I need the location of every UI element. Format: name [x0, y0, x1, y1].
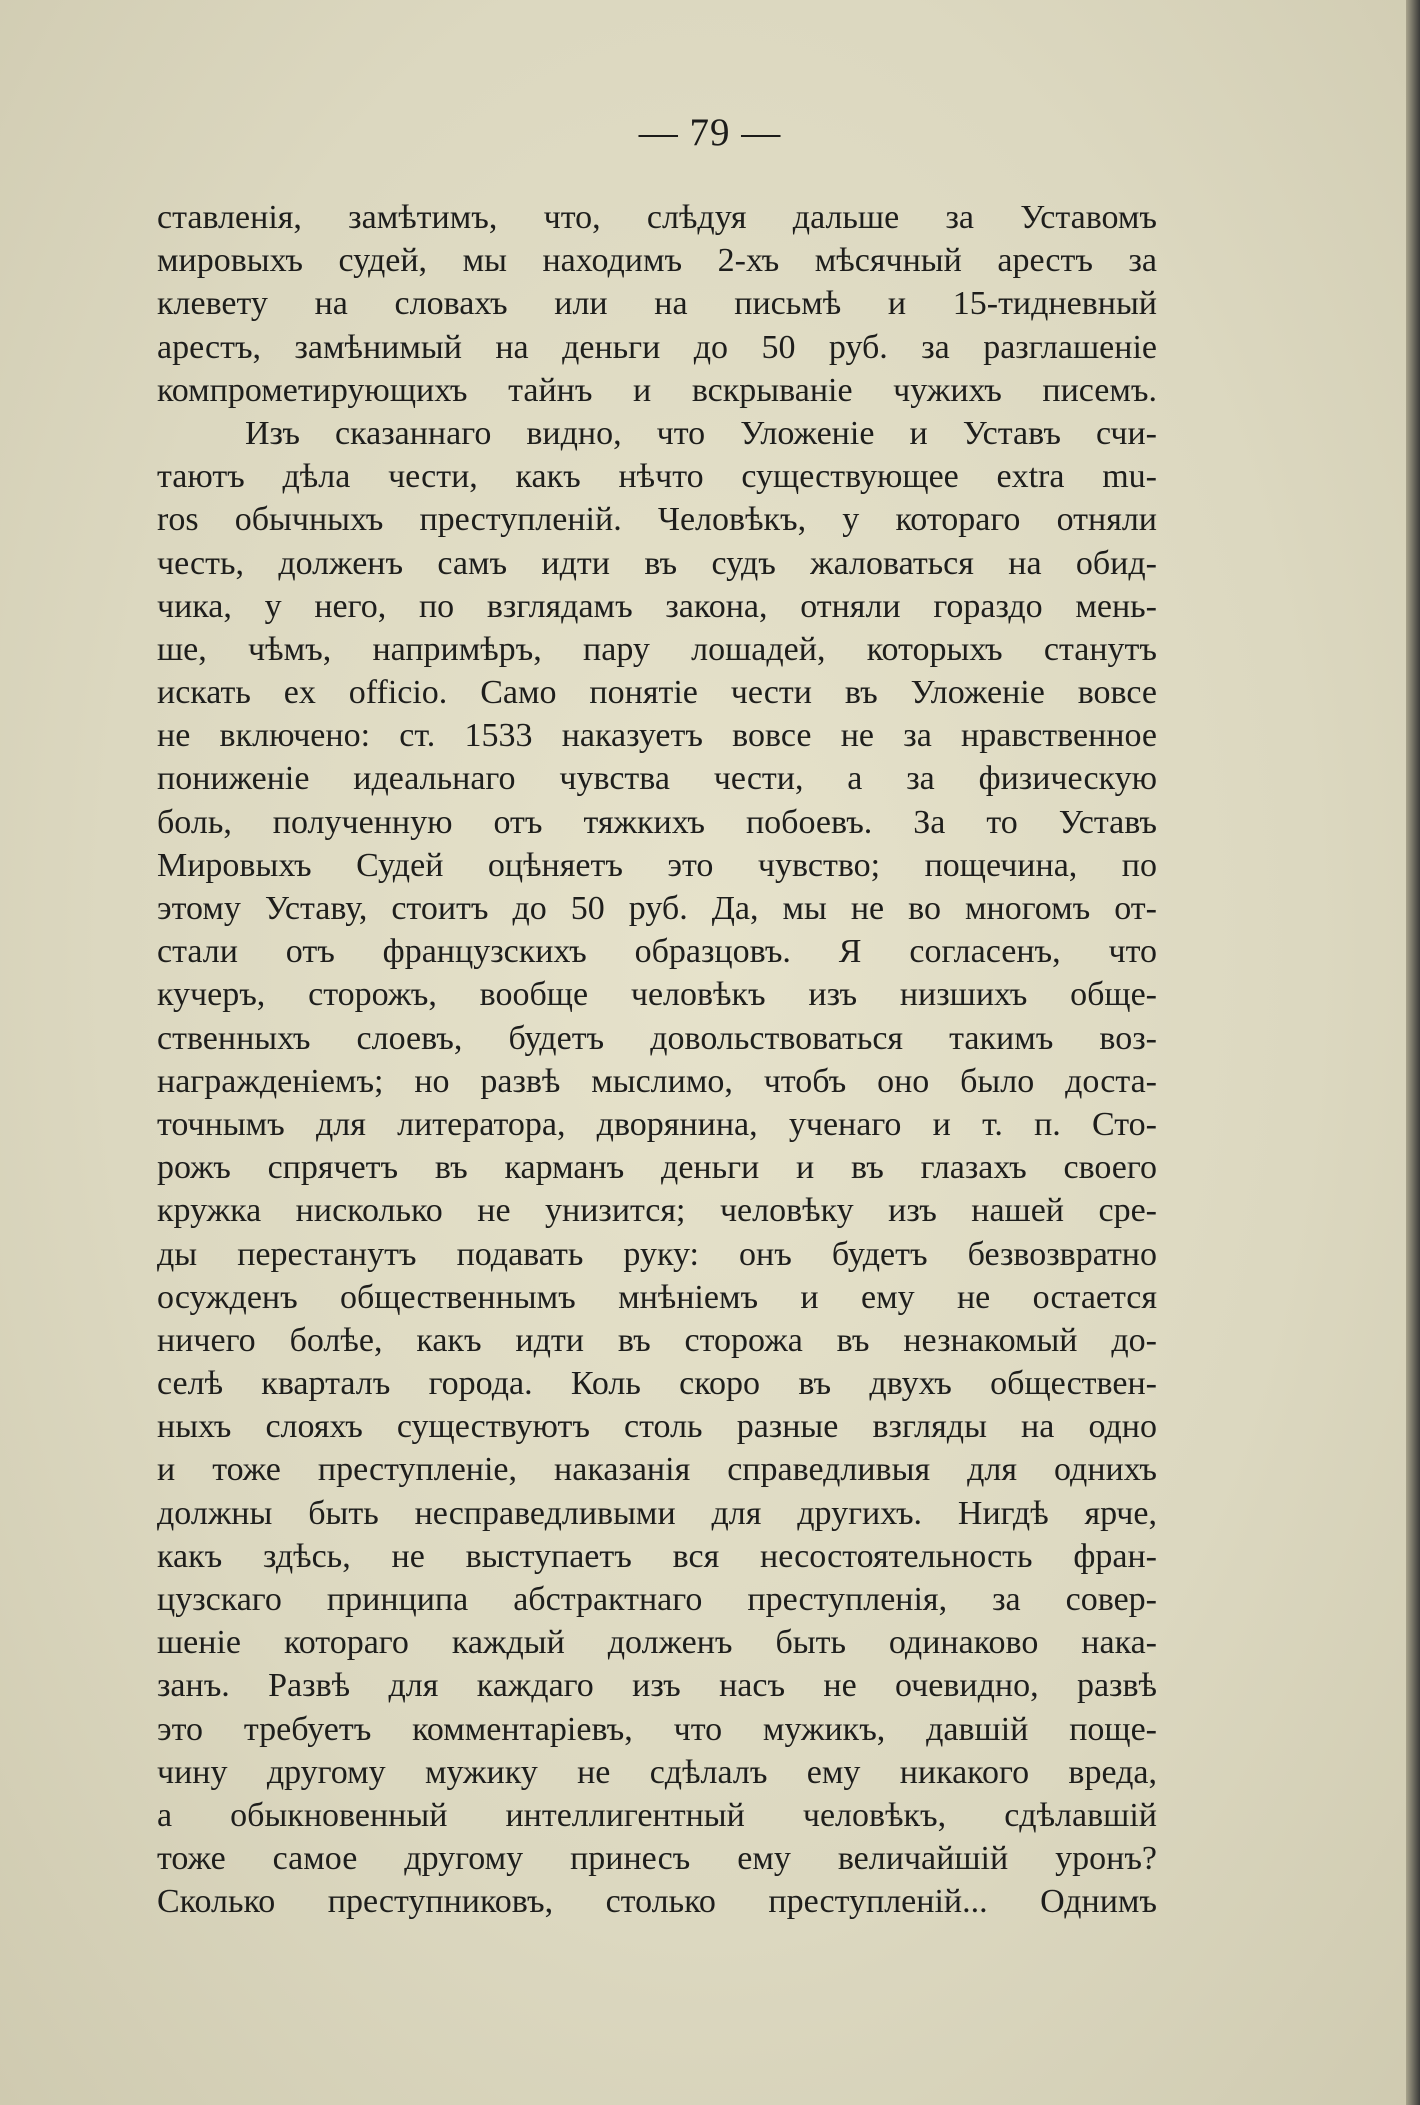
text-line: пониженіе идеальнаго чувства чести, а за физическую: [157, 760, 1157, 798]
text-line: осужденъ общественнымъ мнѣніемъ и ему не остается: [157, 1278, 1157, 1316]
text-line: честь, долженъ самъ идти въ судъ жаловаться на обид-: [157, 544, 1157, 582]
text-line: шеніе котораго каждый долженъ быть одинаково нака-: [157, 1624, 1157, 1662]
text-line: искать ex officio. Само понятіе чести въ Уложеніе вовсе: [157, 674, 1157, 712]
text-line: не включено: ст. 1533 наказуетъ вовсе не за нравственное: [157, 717, 1157, 755]
text-line: тоже самое другому принесъ ему величайшій уронъ?: [157, 1840, 1157, 1878]
text-line: это требуетъ комментаріевъ, что мужикъ, давшій поще-: [157, 1710, 1157, 1748]
text-line: Сколько преступниковъ, столько преступленій... Однимъ: [157, 1883, 1157, 1921]
text-line: ды перестанутъ подавать руку: онъ будетъ безвозвратно: [157, 1235, 1157, 1273]
text-line: арестъ, замѣнимый на деньги до 50 руб. за разглашеніе: [157, 328, 1157, 366]
text-line: стали отъ французскихъ образцовъ. Я согласенъ, что: [157, 933, 1157, 971]
text-line: селѣ кварталъ города. Коль скоро въ двухъ обществен-: [157, 1365, 1157, 1403]
text-line: точнымъ для литератора, дворянина, ученаго и т. п. Сто-: [157, 1105, 1157, 1143]
text-line: ставленія, замѣтимъ, что, слѣдуя дальше за Уставомъ: [157, 199, 1157, 236]
text-line: ше, чѣмъ, напримѣръ, пару лошадей, которыхъ станутъ: [157, 630, 1157, 668]
text-line: и тоже преступленіе, наказанія справедливыя для однихъ: [157, 1451, 1157, 1489]
text-line: кучеръ, сторожъ, вообще человѣкъ изъ низшихъ обще-: [157, 976, 1157, 1014]
text-line: Мировыхъ Судей оцѣняетъ это чувство; пощечина, по: [157, 846, 1157, 884]
page-number: — 79 —: [638, 111, 782, 154]
text-line: чину другому мужику не сдѣлалъ ему никакого вреда,: [157, 1753, 1157, 1791]
text-line: этому Уставу, стоитъ до 50 руб. Да, мы не во многомъ от-: [157, 890, 1157, 927]
text-line: таютъ дѣла чести, какъ нѣчто существующее extra mu-: [157, 458, 1157, 496]
text-line: ственныхъ слоевъ, будетъ довольствоваться такимъ воз-: [157, 1019, 1157, 1057]
text-line: ничего болѣе, какъ идти въ сторожа въ незнакомый до-: [157, 1321, 1157, 1359]
text-line: ныхъ слояхъ существуютъ столь разные взгляды на одно: [157, 1408, 1157, 1446]
text-line: какъ здѣсь, не выступаетъ вся несостоятельность фран-: [157, 1537, 1157, 1575]
text-line: мировыхъ судей, мы находимъ 2-хъ мѣсячный арестъ за: [157, 242, 1157, 280]
text-line: а обыкновенный интеллигентный человѣкъ, сдѣлавшій: [157, 1796, 1157, 1834]
paragraph-first-line: Изъ сказаннаго видно, что Уложеніе и Уставъ счи-: [245, 414, 1157, 452]
body-text: [157, 196, 1157, 1924]
page-edge-shadow: [1406, 0, 1420, 2105]
text-line: рожъ спрячетъ въ карманъ деньги и въ глазахъ своего: [157, 1149, 1157, 1187]
text-line: должны быть несправедливыми для другихъ. Нигдѣ ярче,: [157, 1494, 1157, 1532]
text-line: цузскаго принципа абстрактнаго преступленія, за совер-: [157, 1581, 1157, 1618]
text-line: клевету на словахъ или на письмѣ и 15-тидневный: [157, 285, 1157, 323]
text-line: компрометирующихъ тайнъ и вскрываніе чужихъ писемъ.: [157, 371, 1157, 409]
text-line: награжденіемъ; но развѣ мыслимо, чтобъ оно было доста-: [157, 1062, 1157, 1100]
text-line: боль, полученную отъ тяжкихъ побоевъ. За то Уставъ: [157, 803, 1157, 841]
text-line: ros обычныхъ преступленій. Человѣкъ, у котораго отняли: [157, 501, 1157, 539]
text-line: занъ. Развѣ для каждаго изъ насъ не очевидно, развѣ: [157, 1667, 1157, 1705]
text-line: чика, у него, по взглядамъ закона, отняли гораздо мень-: [157, 587, 1157, 625]
text-line: кружка нисколько не унизится; человѣку изъ нашей сре-: [157, 1192, 1157, 1230]
